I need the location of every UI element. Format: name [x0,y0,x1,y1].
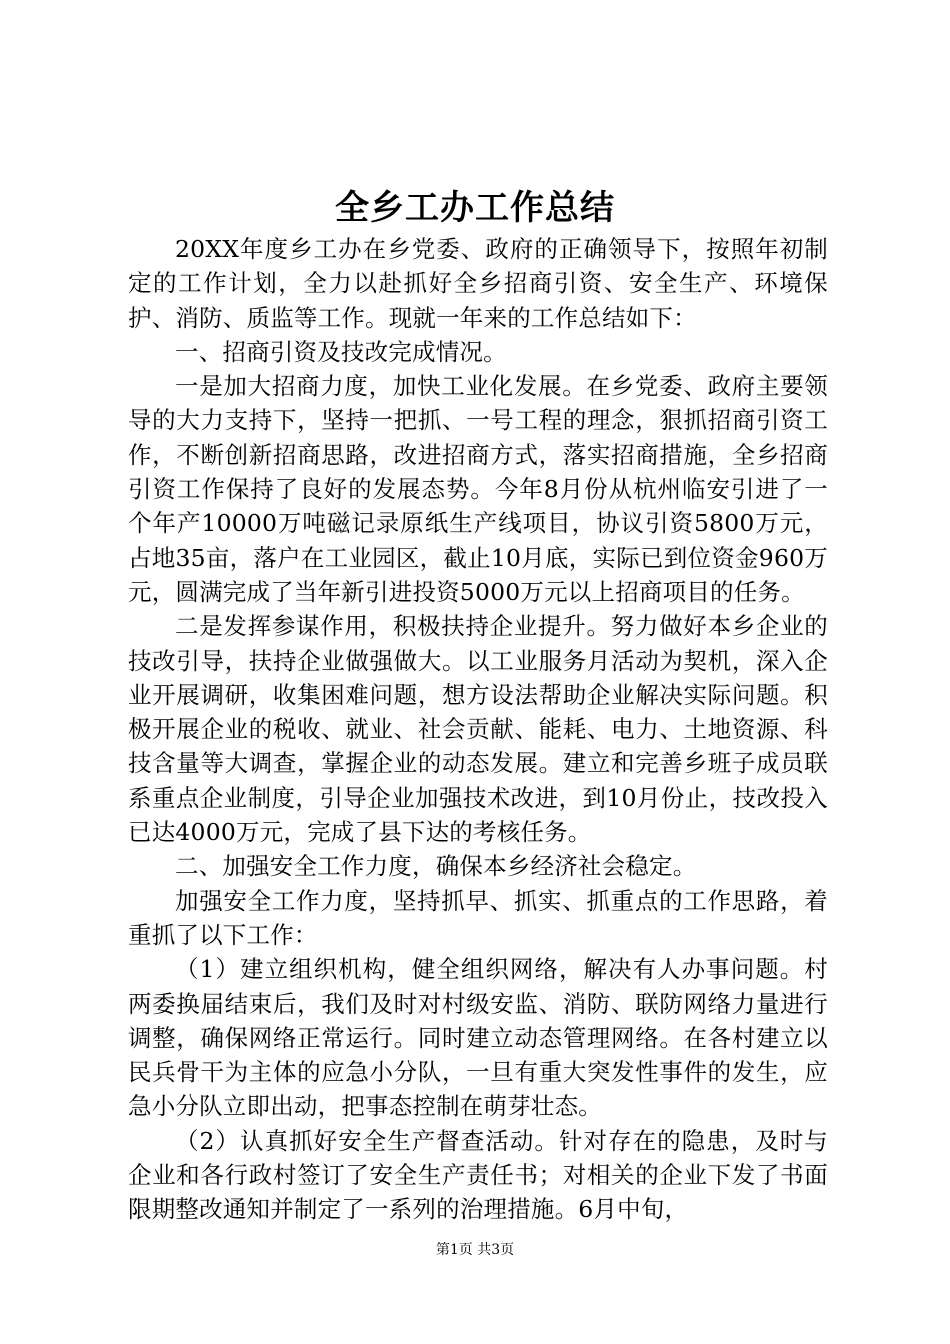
paragraph-safety-intro: 加强安全工作力度，坚持抓早、抓实、抓重点的工作思路，着重抓了以下工作： [128,886,828,949]
paragraph-investment-1: 一是加大招商力度，加快工业化发展。在乡党委、政府主要领导的大力支持下，坚持一把抓、一号工程的理念，狠抓招商引资工作，不断创新招商思路，改进招商方式，落实招商措施，全乡招商引资工作保持了良好的发展态势。今年8月份从杭州临安引进了一个年产10000万吨磁记录原纸生产线项目，协议引资5800万元，占地35亩，落户在工业园区，截止10月底，实际已到位资金960万元，圆满完成了当年新引进投资5000万元以上招商项目的任务。 [128,372,828,606]
page-footer: 第1页 共3页 [435,1242,515,1258]
document-title: 全乡工办工作总结 [335,188,615,228]
paragraph-investment-2: 二是发挥参谋作用，积极扶持企业提升。努力做好本乡企业的技改引导，扶持企业做强做大。以工业服务月活动为契机，深入企业开展调研，收集困难问题，想方设法帮助企业解决实际问题。积极开展企业的税收、就业、社会贡献、能耗、电力、土地资源、科技含量等大调查，掌握企业的动态发展。建立和完善乡班子成员联系重点企业制度，引导企业加强技术改进，到10月份止，技改投入已达4000万元，完成了县下达的考核任务。 [128,612,828,847]
section-heading-investment: 一、招商引资及技改完成情况。 [175,337,507,366]
document-body [128,232,828,1227]
section-heading-safety: 二、加强安全工作力度，确保本乡经济社会稳定。 [175,852,697,881]
paragraph-safety-2: （2）认真抓好安全生产督查活动。针对存在的隐患，及时与企业和各行政村签订了安全生产责任书；对相关的企业下发了书面限期整改通知并制定了一系列的治理措施。6月中旬， [128,1126,828,1224]
paragraph-safety-1: （1）建立组织机构，健全组织网络，解决有人办事问题。村两委换届结束后，我们及时对村级安监、消防、联防网络力量进行调整，确保网络正常运行。同时建立动态管理网络。在各村建立以民兵骨干为主体的应急小分队，一旦有重大突发性事件的发生，应急小分队立即出动，把事态控制在萌芽壮态。 [128,955,828,1121]
paragraph-intro: 20XX年度乡工办在乡党委、政府的正确领导下，按照年初制定的工作计划，全力以赴抓好全乡招商引资、安全生产、环境保护、消防、质监等工作。现就一年来的工作总结如下： [128,235,828,332]
